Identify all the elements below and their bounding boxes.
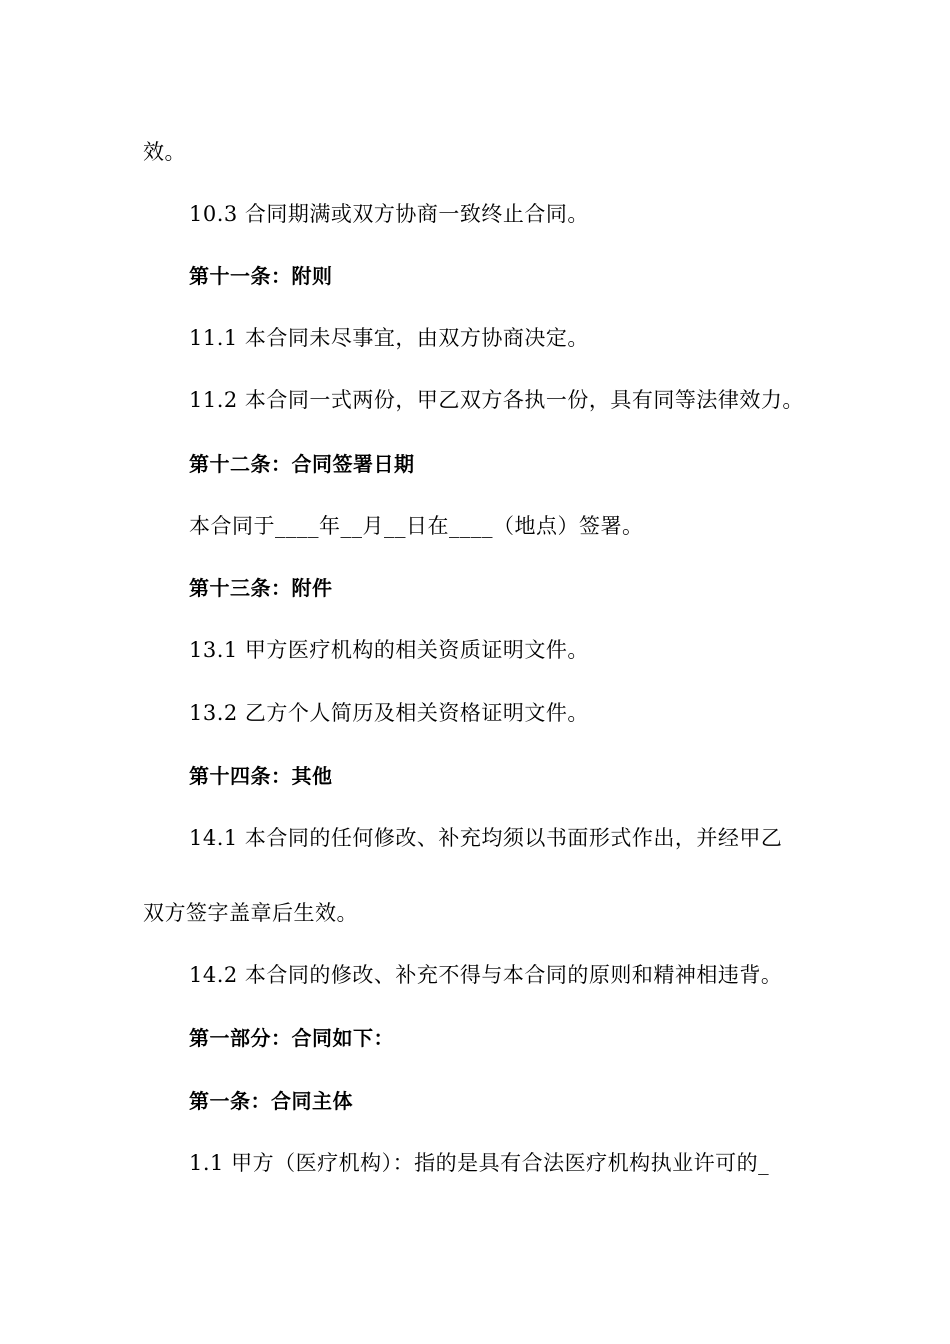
- clause-11-2: 11.2 本合同一式两份，甲乙双方各执一份，具有同等法律效力。: [189, 388, 804, 412]
- clause-11-1: 11.1 本合同未尽事宜，由双方协商决定。: [189, 326, 589, 350]
- signing-date-line: 本合同于____年__月__日在____（地点）签署。: [189, 514, 644, 538]
- clause-14-2: 14.2 本合同的修改、补充不得与本合同的原则和精神相违背。: [189, 963, 783, 987]
- clause-1-1: 1.1 甲方（医疗机构）：指的是具有合法医疗机构执业许可的_: [189, 1151, 770, 1175]
- article-1-heading: 第一条：合同主体: [189, 1089, 353, 1113]
- paragraph-continuation: 效。: [143, 140, 186, 164]
- clause-13-2: 13.2 乙方个人简历及相关资格证明文件。: [189, 701, 589, 725]
- article-14-heading: 第十四条：其他: [189, 764, 333, 788]
- clause-14-1: 14.1 本合同的任何修改、补充均须以书面形式作出，并经甲乙: [189, 826, 783, 850]
- clause-13-1: 13.1 甲方医疗机构的相关资质证明文件。: [189, 638, 589, 662]
- article-12-heading: 第十二条：合同签署日期: [189, 452, 415, 476]
- article-11-heading: 第十一条：附则: [189, 264, 333, 288]
- part-1-heading: 第一部分：合同如下：: [189, 1026, 394, 1050]
- clause-14-1-continuation: 双方签字盖章后生效。: [143, 901, 358, 925]
- article-13-heading: 第十三条：附件: [189, 576, 333, 600]
- clause-10-3: 10.3 合同期满或双方协商一致终止合同。: [189, 202, 589, 226]
